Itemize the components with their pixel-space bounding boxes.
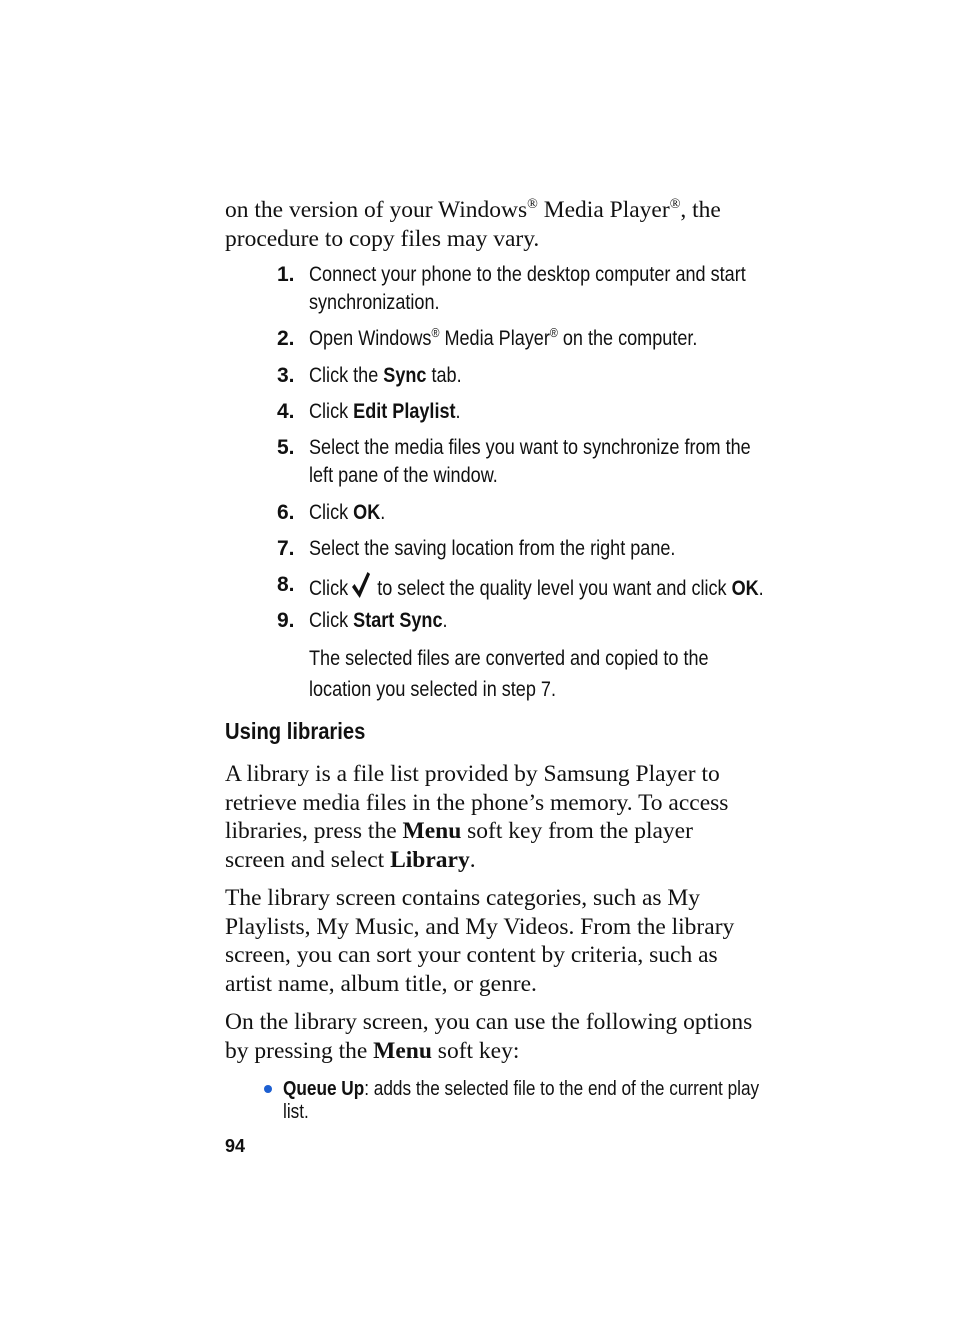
page-number: 94 xyxy=(225,1136,246,1156)
step-8-text: Click to select the quality level you want and click OK. xyxy=(309,571,838,607)
step-number: 1. xyxy=(277,263,295,286)
step-number: 8. xyxy=(277,573,295,596)
library-paragraph-1: A library is a file list provided by Samsung Player to retrieve media files in the phone’s memory. To access libraries, press the Menu soft key from the player screen and select Library. xyxy=(225,761,729,873)
step-number: 7. xyxy=(277,537,295,560)
step-4-text: Click Edit Playlist. xyxy=(309,400,461,423)
checkmark-icon xyxy=(350,571,371,607)
step-number: 3. xyxy=(277,364,295,387)
step-9-text: Click Start Sync. xyxy=(309,609,448,632)
step-number: 6. xyxy=(277,501,295,524)
step-6-text: Click OK. xyxy=(309,501,386,524)
intro-paragraph xyxy=(225,196,800,253)
step-number: 5. xyxy=(277,436,295,459)
step-number: 9. xyxy=(277,609,295,632)
intro-line-1: on the version of your Windows® Media Player®, the xyxy=(225,196,721,223)
library-paragraph-2: The library screen contains categories, such as My Playlists, My Music, and My Videos. From the library screen, you can sort your content by criteria, such as artist name, album title, or genre. xyxy=(225,885,735,997)
section-heading: Using libraries xyxy=(225,718,366,744)
bullet-item-queue-up: Queue Up: adds the selected file to the end of the current play list. xyxy=(283,1078,760,1123)
step-7-text: Select the saving location from the right pane. xyxy=(309,537,676,560)
step-number: 4. xyxy=(277,400,295,423)
step-1-text: Connect your phone to the desktop computer and start synchronization. xyxy=(309,263,746,314)
step-result: The selected files are converted and copied to the location you selected in step 7. xyxy=(309,647,709,701)
step-5-text: Select the media files you want to synchronize from the left pane of the window. xyxy=(309,436,751,487)
step-3-text: Click the Sync tab. xyxy=(309,364,462,387)
library-paragraph-3: On the library screen, you can use the following options by pressing the Menu soft key: xyxy=(225,1009,753,1064)
intro-line-2: procedure to copy files may vary. xyxy=(225,225,540,252)
bullet-icon xyxy=(264,1085,272,1093)
step-number: 2. xyxy=(277,327,295,350)
step-2-text: Open Windows® Media Player® on the computer. xyxy=(309,326,698,350)
